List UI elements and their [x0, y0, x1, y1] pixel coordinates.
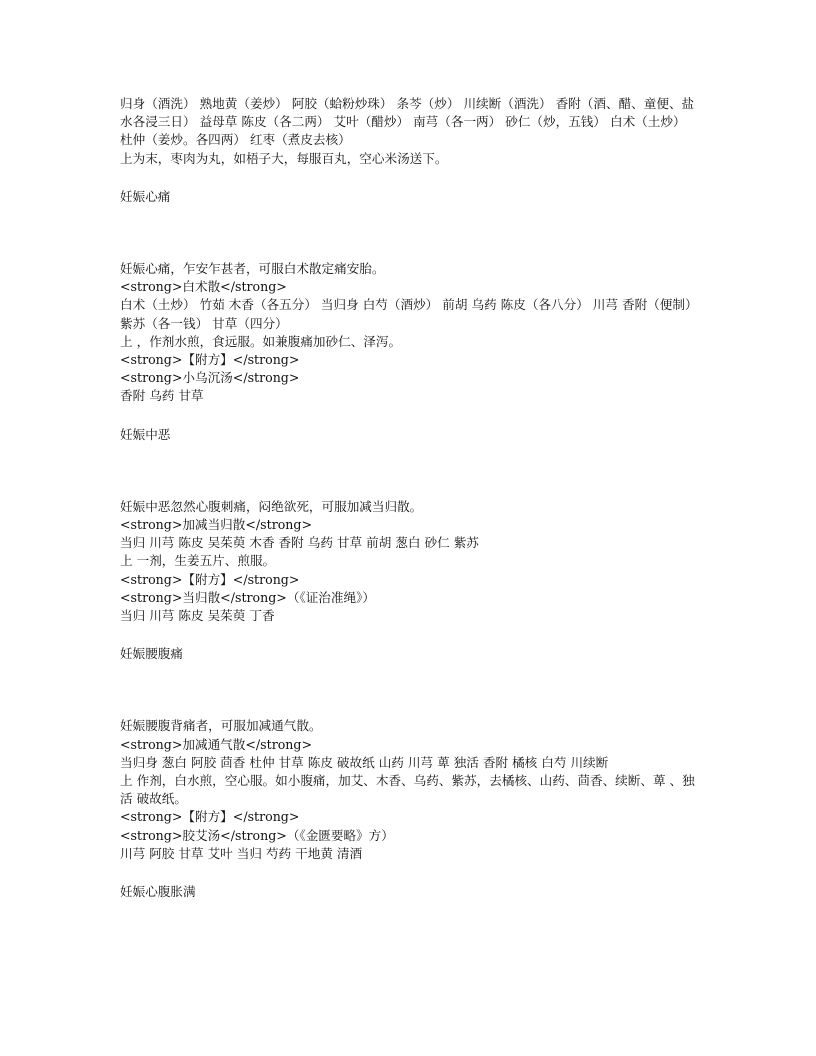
appendix-formula-ingredients: 香附 乌药 甘草	[120, 388, 204, 404]
formula-ingredients: 当归身 葱白 阿胶 茴香 杜仲 甘草 陈皮 破故纸 山药 川芎 萆 独活 香附 橘核 白芍 川续断	[120, 754, 609, 770]
appendix-label: <strong>【附方】</strong>	[120, 809, 300, 825]
section-heading: 妊娠心腹胀满	[120, 884, 196, 900]
section-heading: 妊娠中恶	[120, 426, 171, 442]
formula-ingredients: 白术（土炒） 竹茹 木香（各五分） 当归身 白芍（酒炒） 前胡 乌药 陈皮（各八分） 川芎 香附（便制） 紫苏（各一钱） 甘草（四分）	[120, 297, 702, 331]
appendix-formula-ingredients: 川芎 阿胶 甘草 艾叶 当归 芍药 干地黄 清酒	[120, 845, 363, 861]
appendix-formula-name: <strong>当归散</strong>（《证治准绳》）	[120, 589, 375, 605]
appendix-label: <strong>【附方】</strong>	[120, 352, 300, 368]
formula-name: <strong>白术散</strong>	[120, 279, 287, 295]
section-text: 妊娠心痛，乍安乍甚者，可服白术散定痛安胎。	[120, 261, 385, 277]
intro-method: 上为末，枣肉为丸，如梧子大，每服百丸，空心米汤送下。	[120, 150, 448, 166]
section-heading: 妊娠心痛	[120, 188, 171, 204]
section-heading: 妊娠腰腹痛	[120, 646, 183, 662]
appendix-formula-name: <strong>胶艾汤</strong>（《金匮要略》方）	[120, 827, 394, 843]
appendix-formula-ingredients: 当归 川芎 陈皮 吴茱萸 丁香	[120, 608, 275, 624]
formula-method: 上 一剂，生姜五片、煎服。	[120, 553, 276, 569]
formula-name: <strong>加减当归散</strong>	[120, 517, 313, 533]
document-page	[120, 95, 702, 901]
appendix-formula-name: <strong>小乌沉汤</strong>	[120, 370, 300, 386]
intro-ingredients: 归身（酒洗） 熟地黄（姜炒） 阿胶（蛤粉炒珠） 条芩（炒） 川续断（酒洗） 香附（酒、醋、童便、盐水各浸三日） 益母草 陈皮（各二两） 艾叶（醋炒） 南芎（各一两） 砂仁（炒，五钱） 白术（土炒） 杜仲（姜炒。各四两） 红枣（煮皮去核）	[120, 96, 695, 148]
formula-method: 上 作剂，白水煎，空心服。如小腹痛，加艾、木香、乌药、紫苏，去橘核、山药、茴香、续断、萆 、独活 破故纸。	[120, 773, 695, 807]
appendix-label: <strong>【附方】</strong>	[120, 571, 300, 587]
formula-name: <strong>加减通气散</strong>	[120, 736, 313, 752]
formula-method: 上 ，作剂水煎，食远服。如兼腹痛加砂仁、泽泻。	[120, 333, 402, 349]
section-text: 妊娠中恶忽然心腹刺痛，闷绝欲死，可服加减当归散。	[120, 498, 423, 514]
formula-ingredients: 当归 川芎 陈皮 吴茱萸 木香 香附 乌药 甘草 前胡 葱白 砂仁 紫苏	[120, 535, 479, 551]
section-text: 妊娠腰腹背痛者，可服加减通气散。	[120, 718, 322, 734]
